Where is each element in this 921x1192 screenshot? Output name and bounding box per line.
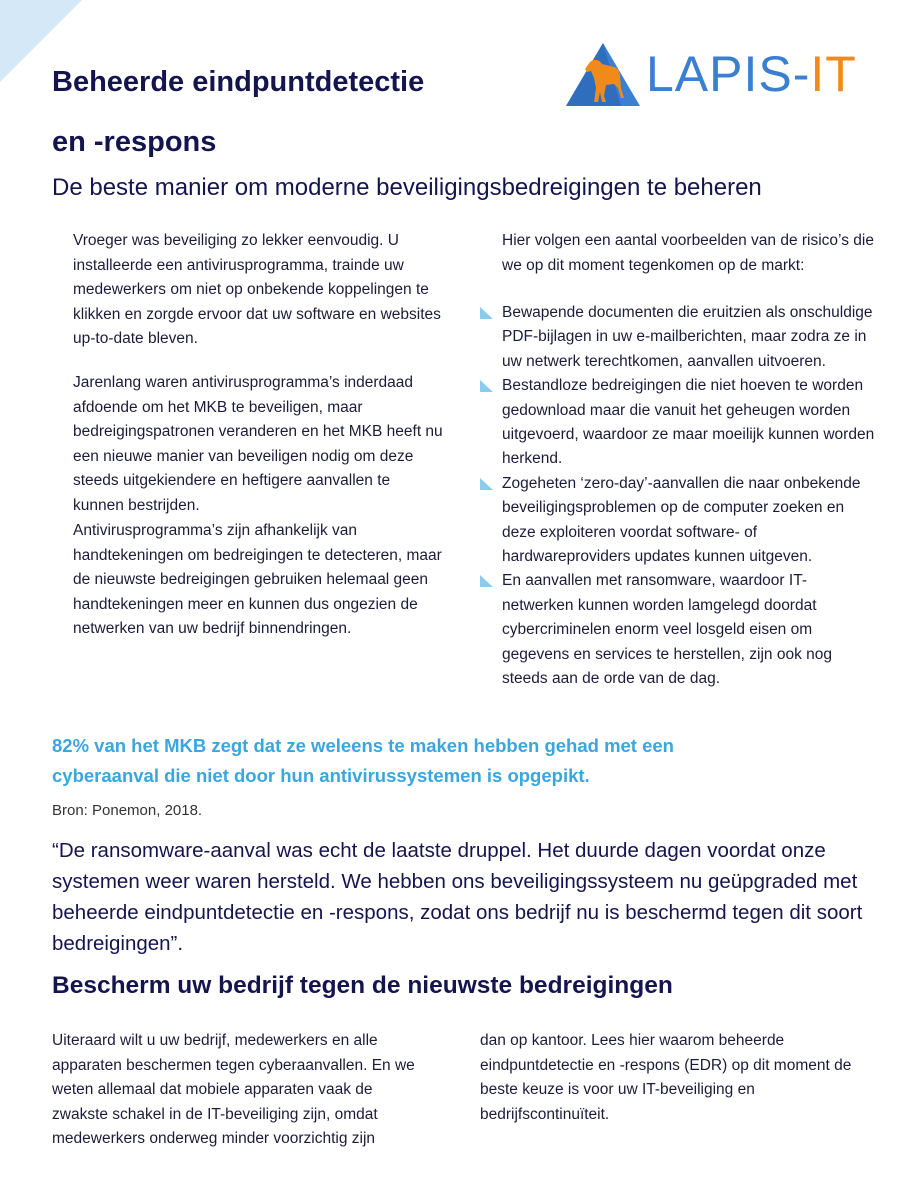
page-title-line-2: en -respons bbox=[52, 126, 217, 158]
lapis-it-logo bbox=[564, 40, 884, 110]
source-citation: Bron: Ponemon, 2018. bbox=[52, 802, 203, 819]
risk-list-item-text: Zogeheten ‘zero-day’-aanvallen die naar onbekende beveiligingsproblemen op de computer zoeken en deze exploiteren voordat software- of hardwareproviders updates kunnen uitgeven. bbox=[502, 474, 861, 566]
page-title-line-1: Beheerde eindpuntdetectie bbox=[52, 66, 425, 98]
subtitle: De beste manier om moderne beveiligingsbedreigingen te beheren bbox=[52, 174, 762, 201]
logo-text-dash: - bbox=[792, 46, 811, 102]
risk-list-item bbox=[478, 301, 878, 374]
right-intro-paragraph: Hier volgen een aantal voorbeelden van de risico’s die we op dit moment tegenkomen op de markt: bbox=[502, 232, 874, 274]
statistic-line-2: cyberaanval die niet door hun antivirussystemen is opgepikt. bbox=[52, 765, 590, 786]
triangle-bullet-icon bbox=[480, 307, 493, 319]
customer-quote: “De ransomware-aanval was echt de laatste druppel. Het duurde dagen voordat onze systemen weer waren hersteld. We hebben ons beveiligingssysteem nu geüpgraded met beheerde eindpuntdetectie en -respons, zodat ons bedrijf nu is beschermd tegen dit soort bedreigingen”. bbox=[52, 839, 863, 955]
risk-list-item-text: Bewapende documenten die eruitzien als onschuldige PDF-bijlagen in uw e-mailberichten, maar zodra ze in uw netwerk terechtkomen, aanvallen uitvoeren. bbox=[502, 304, 873, 370]
triangle-bullet-icon bbox=[480, 575, 493, 587]
section-heading: Bescherm uw bedrijf tegen de nieuwste bedreigingen bbox=[52, 972, 673, 999]
logo-text-lapis: LAPIS bbox=[646, 46, 793, 102]
left-paragraph-1: Vroeger was beveiliging zo lekker eenvoudig. U installeerde een antivirusprogramma, trainde uw medewerkers om niet op onbekende koppelingen te klikken en zorgde ervoor dat uw software en websites up-to-date bleven. bbox=[73, 232, 441, 347]
statistic-callout bbox=[52, 731, 752, 791]
section-column-1: Uiteraard wilt u uw bedrijf, medewerkers en alle apparaten beschermen tegen cyberaanvallen. En we weten allemaal dat mobiele apparaten vaak de zwakste schakel in de IT-beveiliging zijn, omdat medewerkers onderweg minder voorzichtig zijn bbox=[52, 1032, 415, 1147]
left-paragraph-2: Jarenlang waren antivirusprogramma’s inderdaad afdoende om het MKB te beveiligen, maar bedreigingspatronen veranderen en het MKB heeft nu een nieuwe manier van beveiligen nodig om deze steeds uitgekiendere en heftigere aanvallen te kunnen bestrijden. bbox=[73, 374, 443, 514]
risk-list-item bbox=[478, 374, 878, 472]
page-title bbox=[52, 52, 424, 172]
risk-list bbox=[478, 301, 878, 692]
section-column-2: dan op kantoor. Lees hier waarom beheerde eindpuntdetectie en -respons (EDR) op dit moment de beste keuze is voor uw IT-beveiliging en bedrijfscontinuïteit. bbox=[480, 1032, 852, 1123]
risk-list-item-text: Bestandloze bedreigingen die niet hoeven te worden gedownload maar die vanuit het geheugen worden uitgevoerd, waardoor ze maar moeilijk kunnen worden herkend. bbox=[502, 377, 875, 468]
risk-list-item bbox=[478, 472, 878, 570]
logo-pyramid-horse-icon bbox=[564, 40, 642, 108]
left-paragraph-3: Antivirusprogramma’s zijn afhankelijk van handtekeningen om bedreigingen te detecteren, maar de nieuwste bedreigingen gebruiken helemaal geen handtekeningen meer en kunnen dus ongezien de netwerken van uw bedrijf binnendringen. bbox=[73, 522, 442, 637]
risk-list-item-text: En aanvallen met ransomware, waardoor IT-netwerken kunnen worden lamgelegd doordat cybercriminelen enorm veel losgeld eisen om gegevens en services te herstellen, zijn ook nog steeds aan de orde van de dag. bbox=[502, 572, 833, 688]
statistic-line-1: 82% van het MKB zegt dat ze weleens te maken hebben gehad met een bbox=[52, 735, 674, 756]
triangle-bullet-icon bbox=[480, 478, 493, 490]
logo-text-it: IT bbox=[810, 46, 857, 102]
risk-list-item bbox=[478, 569, 878, 691]
triangle-bullet-icon bbox=[480, 380, 493, 392]
